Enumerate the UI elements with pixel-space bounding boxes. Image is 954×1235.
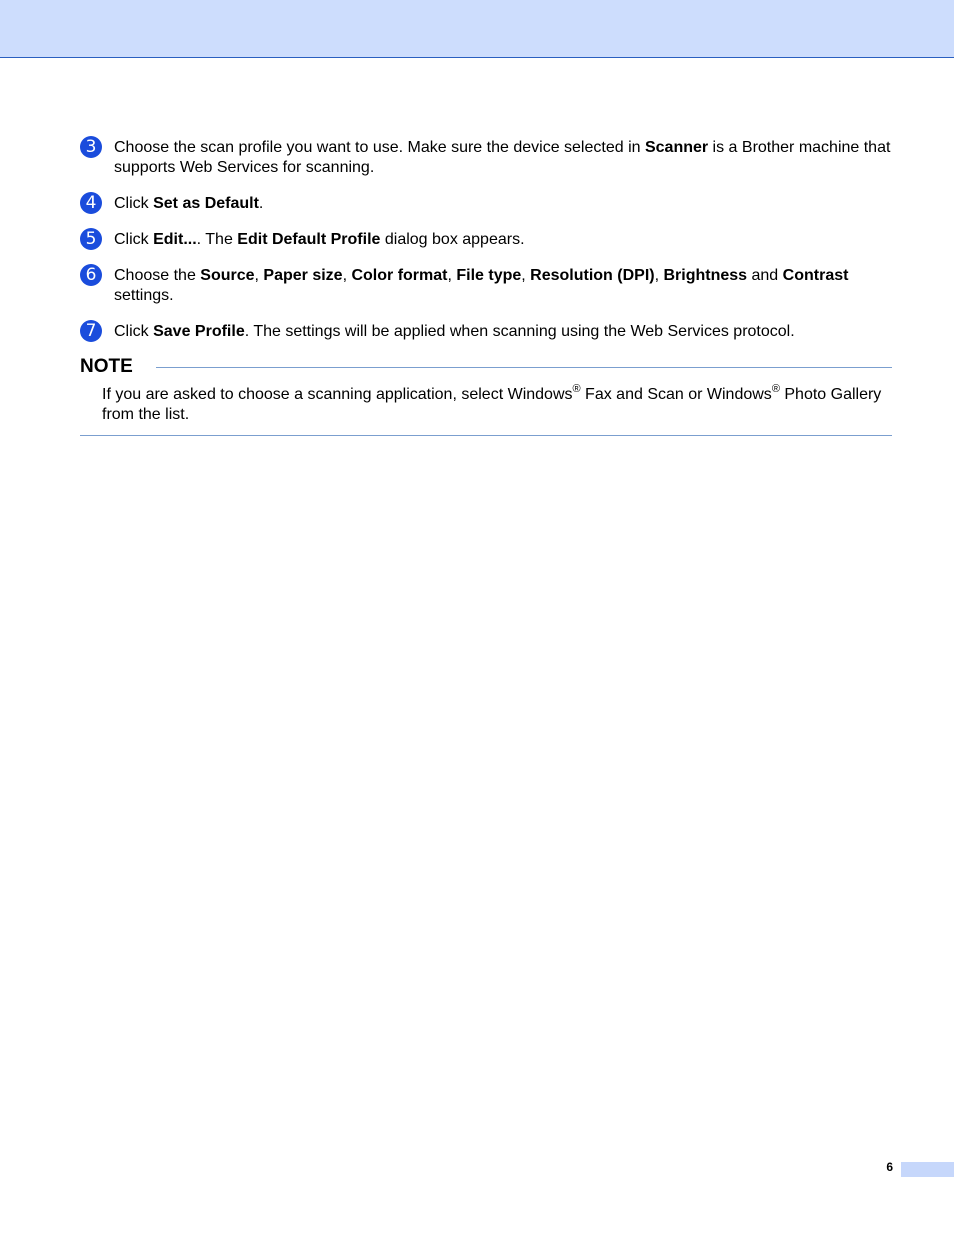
note-title: NOTE bbox=[80, 356, 133, 377]
registered-mark: ® bbox=[771, 382, 780, 395]
step-text: Click Set as Default. bbox=[114, 195, 264, 212]
note-body: If you are asked to choose a scanning application, select Windows® Fax and Scan or Windows® Photo Gallery from the list. bbox=[102, 382, 882, 423]
step-number-badge: 3 bbox=[80, 136, 102, 158]
note-bottom-rule bbox=[80, 435, 892, 436]
footer-band bbox=[901, 1162, 954, 1177]
registered-mark: ® bbox=[572, 382, 581, 395]
step-number-badge: 5 bbox=[80, 228, 102, 250]
header-band bbox=[0, 0, 954, 58]
step-text: Choose the Source, Paper size, Color format, File type, Resolution (DPI), Brightness and Contrast settings. bbox=[114, 267, 849, 304]
step-text: Click Save Profile. The settings will be applied when scanning using the Web Services protocol. bbox=[114, 323, 795, 340]
step-number-badge: 7 bbox=[80, 320, 102, 342]
step-text: Click Edit.... The Edit Default Profile dialog box appears. bbox=[114, 231, 525, 248]
step-text: Choose the scan profile you want to use. Make sure the device selected in Scanner is a Brother machine that supports Web Services for scanning. bbox=[114, 139, 891, 176]
page-number: 6 bbox=[886, 1160, 893, 1174]
step-number-badge: 6 bbox=[80, 264, 102, 286]
note-top-rule bbox=[156, 367, 892, 368]
step-number-badge: 4 bbox=[80, 192, 102, 214]
